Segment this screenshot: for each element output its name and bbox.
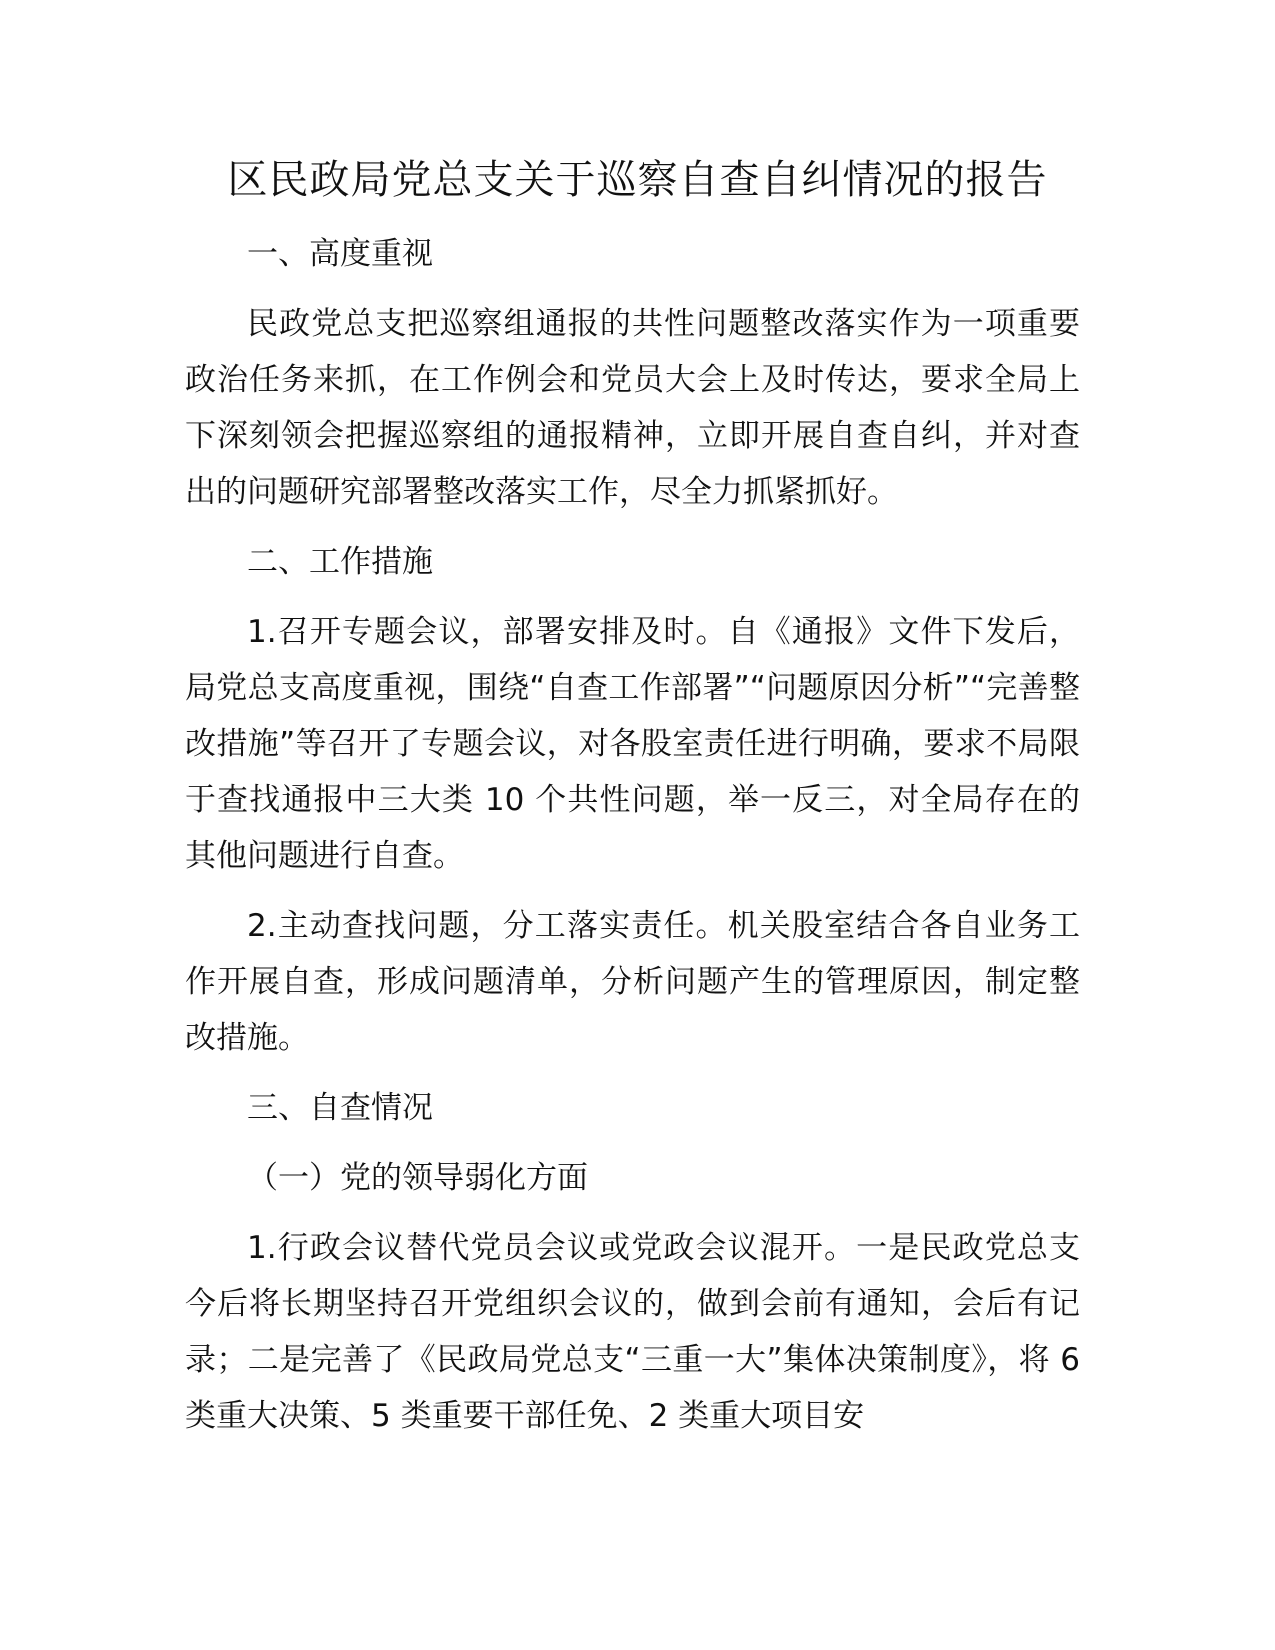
document-title: 区民政局党总支关于巡察自查自纠情况的报告 xyxy=(227,157,1048,203)
paragraph-4: 1.行政会议替代党员会议或党政会议混开。一是民政党总支今后将长期坚持召开党组织会议的，做到会前有通知，会后有记录；二是完善了《民政局党总支“三重一大”集体决策制度》，将 6 类重大决策、5 类重要干部任免、2 类重大项目安 xyxy=(185,1230,1080,1434)
subsection-heading-1: （一）党的领导弱化方面 xyxy=(247,1160,588,1196)
document-body xyxy=(185,226,1080,1458)
section-heading-1: 一、高度重视 xyxy=(247,236,433,272)
paragraph-2: 1.召开专题会议，部署安排及时。自《通报》文件下发后，局党总支高度重视，围绕“自查工作部署”“问题原因分析”“完善整改措施”等召开了专题会议，对各股室责任进行明确，要求不局限于查找通报中三大类 10 个共性问题，举一反三，对全局存在的其他问题进行自查。 xyxy=(185,614,1080,874)
paragraph-3: 2.主动查找问题，分工落实责任。机关股室结合各自业务工作开展自查，形成问题清单，分析问题产生的管理原因，制定整改措施。 xyxy=(185,908,1080,1056)
section-heading-2: 二、工作措施 xyxy=(247,544,433,580)
paragraph-1: 民政党总支把巡察组通报的共性问题整改落实作为一项重要政治任务来抓，在工作例会和党员大会上及时传达，要求全局上下深刻领会把握巡察组的通报精神，立即开展自查自纠，并对查出的问题研究部署整改落实工作，尽全力抓紧抓好。 xyxy=(185,306,1080,510)
section-heading-3: 三、自查情况 xyxy=(247,1090,433,1126)
